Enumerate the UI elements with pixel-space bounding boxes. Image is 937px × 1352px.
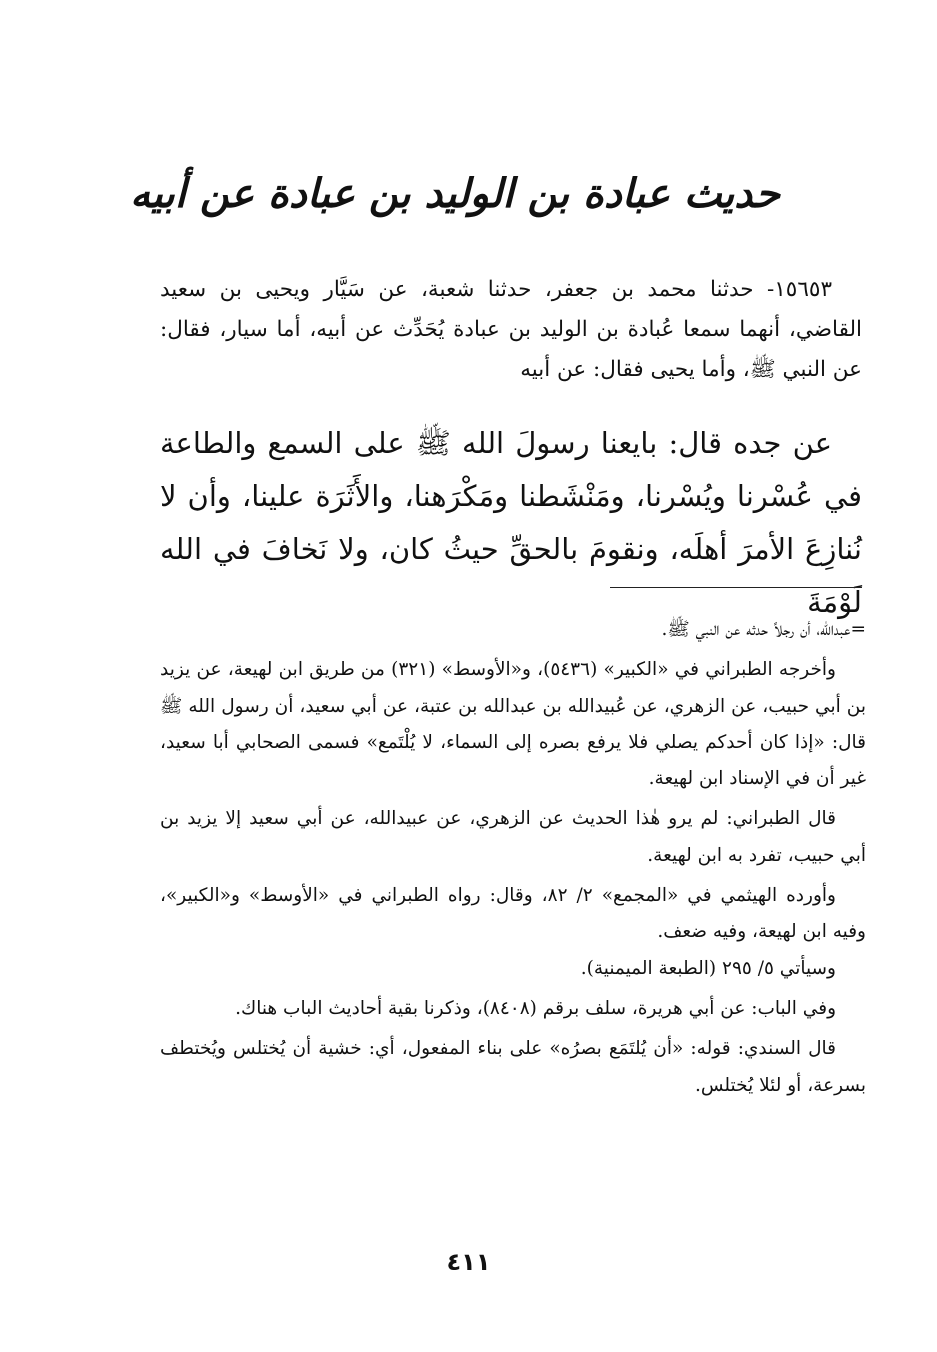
footnote-divider: [610, 587, 862, 588]
footnote-paragraph: قال الطبراني: لم يرو هٰذا الحديث عن الزهري، عن عبيدالله، عن أبي سعيد إلا يزيد بن أبي حبيب، تفرد به ابن لهيعة.: [160, 808, 866, 866]
footnote-continuation: =عبدالله، أن رجلاً حدثه عن النبي ﷺ.: [661, 619, 866, 640]
hadith-isnad-text: ١٥٦٥٣- حدثنا محمد بن جعفر، حدثنا شعبة، عن سَيَّار ويحيى بن سعيد القاضي، أنهما سمعا عُبادة بن الوليد بن عبادة يُحَدِّث عن أبيه، أما سيار، فقال: عن النبي ﷺ، وأما يحيى فقال: عن أبيه: [160, 276, 862, 382]
hadith-chapter-heading: حديث عبادة بن الوليد بن عبادة عن أبيه: [130, 170, 780, 217]
footnote-paragraph: وفي الباب: عن أبي هريرة، سلف برقم (٨٤٠٨)، وذكرنا بقية أحاديث الباب هناك.: [235, 997, 836, 1019]
footnote-paragraph: وسيأتي ٥/ ٢٩٥ (الطبعة الميمنية).: [580, 957, 836, 979]
page-number: ٤١١: [446, 1248, 491, 1276]
footnotes-section: [160, 612, 866, 1104]
footnote-paragraph: وأخرجه الطبراني في «الكبير» (٥٤٣٦)، و«الأوسط» (٣٢١) من طريق ابن لهيعة، عن يزيد بن أبي حبيب، عن الزهري، عن عُبيدالله بن عبدالله بن عتبة، عن أبي سعيد، أن رسول الله ﷺ قال: «إذا كان أحدكم يصلي فلا يرفع بصره إلى السماء، لا يُلْتَمع» فسمى الصحابي أبا سعيد، غير أن في الإسناد ابن لهيعة.: [160, 659, 866, 790]
hadith-matn-text: عن جده قال: بايعنا رسولَ الله ﷺ على السمع والطاعة في عُسْرنا ويُسْرنا، ومَنْشَطنا ومَكْرَهنا، والأَثَرَة علينا، وأن لا نُنازِعَ الأمرَ أهلَه، ونقومَ بالحقِّ حيثُ كان، ولا نَخافَ في الله لَوْمَةَ: [160, 426, 862, 619]
footnote-paragraph: وأورده الهيثمي في «المجمع» ٢/ ٨٢، وقال: رواه الطبراني في «الأوسط» و«الكبير»، وفيه ابن لهيعة، وفيه ضعف.: [160, 885, 866, 943]
footnote-paragraph: قال السندي: قوله: «أن يُلتَمَع بصرُه» على بناء المفعول، أي: خشية أن يُختلس ويُختطف بسرعة، أو لئلا يُختلس.: [160, 1038, 866, 1096]
